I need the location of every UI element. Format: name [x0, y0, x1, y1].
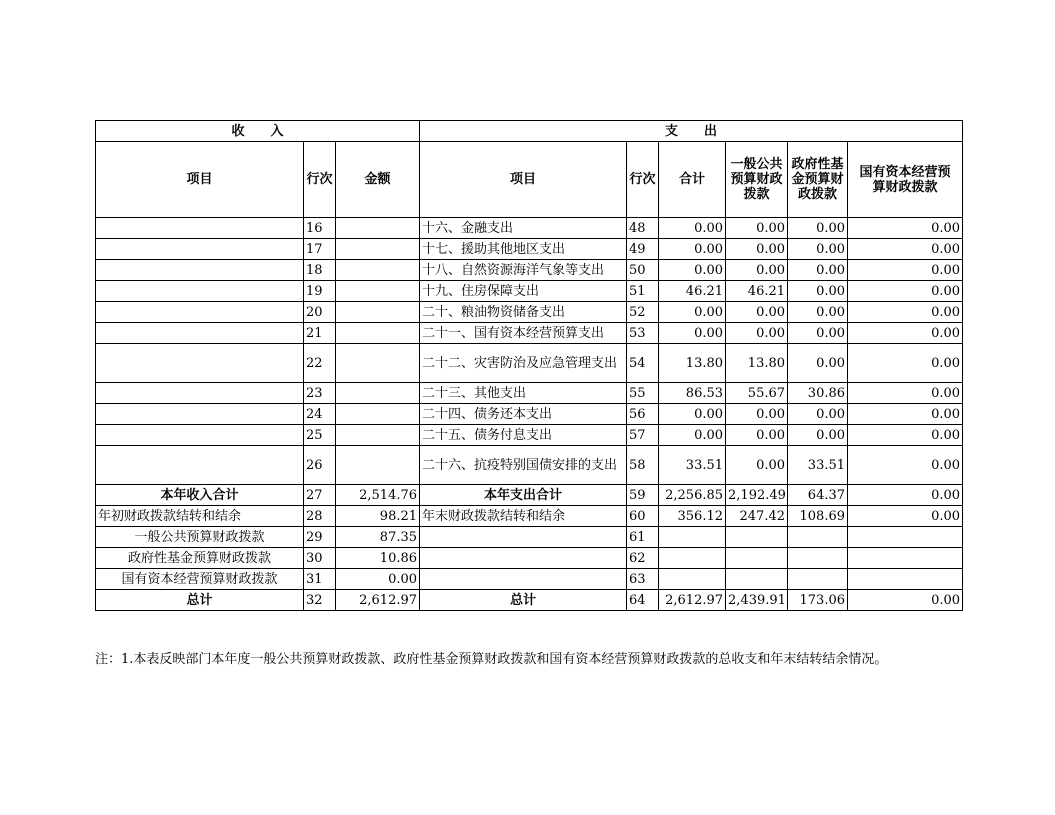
- state-capital-cell: 0.00: [848, 506, 963, 527]
- general-budget-cell: 13.80: [726, 344, 788, 383]
- expense-row-number: 60: [627, 506, 659, 527]
- state-capital-cell: 0.00: [848, 323, 963, 344]
- table-row: [96, 446, 963, 485]
- income-item-cell: 政府性基金预算财政拨款: [96, 548, 304, 569]
- expense-item-cell: 本年支出合计: [420, 485, 627, 506]
- income-row-number: 22: [304, 344, 336, 383]
- table-row: [96, 239, 963, 260]
- expense-row-number: 62: [627, 548, 659, 569]
- table-row: [96, 323, 963, 344]
- income-item-cell: 年初财政拨款结转和结余: [96, 506, 304, 527]
- table-row: [96, 404, 963, 425]
- general-budget-cell: [726, 569, 788, 590]
- fund-budget-cell: 64.37: [788, 485, 848, 506]
- income-row-number: 21: [304, 323, 336, 344]
- state-capital-cell: 0.00: [848, 344, 963, 383]
- income-row-number: 29: [304, 527, 336, 548]
- fund-budget-cell: [788, 527, 848, 548]
- general-budget-cell: 0.00: [726, 425, 788, 446]
- income-item-cell: [96, 344, 304, 383]
- income-row-header: 行次: [304, 142, 336, 218]
- expense-item-header: 项目: [420, 142, 627, 218]
- income-item-cell: 本年收入合计: [96, 485, 304, 506]
- income-item-cell: [96, 260, 304, 281]
- state-capital-header: 国有资本经营预算财政拨款: [848, 142, 963, 218]
- income-amount-cell: 10.86: [336, 548, 420, 569]
- state-capital-cell: 0.00: [848, 446, 963, 485]
- general-budget-cell: 0.00: [726, 302, 788, 323]
- income-item-cell: 总计: [96, 590, 304, 611]
- income-row-number: 18: [304, 260, 336, 281]
- income-item-cell: [96, 383, 304, 404]
- fund-budget-cell: 0.00: [788, 344, 848, 383]
- state-capital-cell: 0.00: [848, 218, 963, 239]
- income-amount-cell: 2,514.76: [336, 485, 420, 506]
- expense-row-number: 63: [627, 569, 659, 590]
- income-item-cell: 一般公共预算财政拨款: [96, 527, 304, 548]
- total-cell: 13.80: [659, 344, 726, 383]
- total-cell: 0.00: [659, 323, 726, 344]
- total-cell: 46.21: [659, 281, 726, 302]
- fund-budget-cell: 0.00: [788, 323, 848, 344]
- income-amount-cell: 98.21: [336, 506, 420, 527]
- income-item-header: 项目: [96, 142, 304, 218]
- total-cell: 356.12: [659, 506, 726, 527]
- income-amount-cell: [336, 281, 420, 302]
- table-row: [96, 527, 963, 548]
- table-row: [96, 485, 963, 506]
- income-row-number: 24: [304, 404, 336, 425]
- expense-row-number: 52: [627, 302, 659, 323]
- expense-row-number: 59: [627, 485, 659, 506]
- expense-item-cell: 二十三、其他支出: [420, 383, 627, 404]
- income-amount-cell: 0.00: [336, 569, 420, 590]
- income-row-number: 23: [304, 383, 336, 404]
- income-item-cell: [96, 425, 304, 446]
- total-cell: [659, 548, 726, 569]
- state-capital-cell: 0.00: [848, 425, 963, 446]
- expense-item-cell: 总计: [420, 590, 627, 611]
- income-row-number: 31: [304, 569, 336, 590]
- table-row: [96, 281, 963, 302]
- income-section-header: 收 入: [96, 121, 420, 142]
- general-budget-cell: 0.00: [726, 239, 788, 260]
- income-item-cell: [96, 446, 304, 485]
- general-budget-cell: 2,192.49: [726, 485, 788, 506]
- state-capital-cell: 0.00: [848, 239, 963, 260]
- expense-row-number: 49: [627, 239, 659, 260]
- income-item-cell: [96, 323, 304, 344]
- state-capital-cell: 0.00: [848, 260, 963, 281]
- table-row: [96, 260, 963, 281]
- general-budget-cell: 0.00: [726, 446, 788, 485]
- table-row: [96, 302, 963, 323]
- table-row: [96, 425, 963, 446]
- total-cell: 2,256.85: [659, 485, 726, 506]
- fund-budget-cell: 30.86: [788, 383, 848, 404]
- income-amount-header: 金额: [336, 142, 420, 218]
- total-cell: 0.00: [659, 404, 726, 425]
- expense-section-header: 支 出: [420, 121, 963, 142]
- expense-item-cell: 二十二、灾害防治及应急管理支出: [420, 344, 627, 383]
- table-row: [96, 590, 963, 611]
- fund-budget-cell: 0.00: [788, 218, 848, 239]
- expense-row-number: 56: [627, 404, 659, 425]
- income-amount-cell: [336, 323, 420, 344]
- footnote: 注：1.本表反映部门本年度一般公共预算财政拨款、政府性基金预算财政拨款和国有资本经营预算财政拨款的总收支和年末结转结余情况。: [95, 652, 888, 667]
- expense-item-cell: 二十五、债务付息支出: [420, 425, 627, 446]
- income-row-number: 27: [304, 485, 336, 506]
- income-amount-cell: [336, 218, 420, 239]
- income-row-number: 20: [304, 302, 336, 323]
- income-row-number: 28: [304, 506, 336, 527]
- income-amount-cell: 2,612.97: [336, 590, 420, 611]
- expense-item-cell: [420, 569, 627, 590]
- state-capital-cell: [848, 569, 963, 590]
- total-cell: 33.51: [659, 446, 726, 485]
- general-budget-cell: 247.42: [726, 506, 788, 527]
- expense-item-cell: [420, 527, 627, 548]
- expense-item-cell: [420, 548, 627, 569]
- general-budget-cell: 46.21: [726, 281, 788, 302]
- table-row: [96, 218, 963, 239]
- total-cell: 2,612.97: [659, 590, 726, 611]
- total-cell: 86.53: [659, 383, 726, 404]
- general-budget-cell: 55.67: [726, 383, 788, 404]
- income-item-cell: [96, 302, 304, 323]
- income-item-cell: [96, 281, 304, 302]
- fund-budget-cell: 0.00: [788, 404, 848, 425]
- income-amount-cell: [336, 404, 420, 425]
- fund-budget-cell: 0.00: [788, 239, 848, 260]
- expense-item-cell: 二十一、国有资本经营预算支出: [420, 323, 627, 344]
- state-capital-cell: 0.00: [848, 590, 963, 611]
- fiscal-appropriation-table: [95, 120, 963, 611]
- expense-item-cell: 十九、住房保障支出: [420, 281, 627, 302]
- income-row-number: 16: [304, 218, 336, 239]
- fund-budget-cell: 0.00: [788, 302, 848, 323]
- expense-row-number: 51: [627, 281, 659, 302]
- total-cell: 0.00: [659, 302, 726, 323]
- expense-row-number: 54: [627, 344, 659, 383]
- general-budget-cell: [726, 548, 788, 569]
- total-cell: 0.00: [659, 239, 726, 260]
- state-capital-cell: 0.00: [848, 281, 963, 302]
- general-budget-cell: 0.00: [726, 260, 788, 281]
- expense-row-number: 55: [627, 383, 659, 404]
- income-row-number: 25: [304, 425, 336, 446]
- fund-budget-cell: [788, 548, 848, 569]
- expense-row-number: 64: [627, 590, 659, 611]
- general-budget-cell: 0.00: [726, 323, 788, 344]
- fund-budget-cell: [788, 569, 848, 590]
- fund-budget-cell: 108.69: [788, 506, 848, 527]
- expense-item-cell: 二十、粮油物资储备支出: [420, 302, 627, 323]
- expense-row-number: 58: [627, 446, 659, 485]
- total-cell: [659, 569, 726, 590]
- income-item-cell: 国有资本经营预算财政拨款: [96, 569, 304, 590]
- expense-item-cell: 二十六、抗疫特别国债安排的支出: [420, 446, 627, 485]
- income-row-number: 17: [304, 239, 336, 260]
- income-amount-cell: [336, 425, 420, 446]
- general-budget-cell: 2,439.91: [726, 590, 788, 611]
- total-cell: 0.00: [659, 260, 726, 281]
- state-capital-cell: [848, 548, 963, 569]
- income-item-cell: [96, 404, 304, 425]
- state-capital-cell: 0.00: [848, 383, 963, 404]
- expense-item-cell: 年末财政拨款结转和结余: [420, 506, 627, 527]
- expense-row-header: 行次: [627, 142, 659, 218]
- fund-budget-cell: 33.51: [788, 446, 848, 485]
- fund-budget-cell: 0.00: [788, 281, 848, 302]
- income-amount-cell: [336, 260, 420, 281]
- expense-row-number: 57: [627, 425, 659, 446]
- general-budget-cell: [726, 527, 788, 548]
- income-amount-cell: [336, 344, 420, 383]
- table-row: [96, 506, 963, 527]
- state-capital-cell: 0.00: [848, 302, 963, 323]
- expense-row-number: 61: [627, 527, 659, 548]
- state-capital-cell: [848, 527, 963, 548]
- total-cell: [659, 527, 726, 548]
- general-budget-cell: 0.00: [726, 218, 788, 239]
- table-row: [96, 383, 963, 404]
- total-header: 合计: [659, 142, 726, 218]
- expense-row-number: 53: [627, 323, 659, 344]
- state-capital-cell: 0.00: [848, 485, 963, 506]
- income-amount-cell: [336, 239, 420, 260]
- expense-row-number: 48: [627, 218, 659, 239]
- fund-budget-cell: 173.06: [788, 590, 848, 611]
- income-item-cell: [96, 218, 304, 239]
- fund-budget-header: 政府性基金预算财政拨款: [788, 142, 848, 218]
- table-row: [96, 548, 963, 569]
- expense-item-cell: 十八、自然资源海洋气象等支出: [420, 260, 627, 281]
- income-amount-cell: 87.35: [336, 527, 420, 548]
- expense-item-cell: 二十四、债务还本支出: [420, 404, 627, 425]
- expense-item-cell: 十六、金融支出: [420, 218, 627, 239]
- income-row-number: 32: [304, 590, 336, 611]
- table-row: [96, 344, 963, 383]
- expense-item-cell: 十七、援助其他地区支出: [420, 239, 627, 260]
- income-amount-cell: [336, 302, 420, 323]
- general-budget-header: 一般公共预算财政拨款: [726, 142, 788, 218]
- income-amount-cell: [336, 383, 420, 404]
- income-item-cell: [96, 239, 304, 260]
- income-amount-cell: [336, 446, 420, 485]
- state-capital-cell: 0.00: [848, 404, 963, 425]
- total-cell: 0.00: [659, 218, 726, 239]
- total-cell: 0.00: [659, 425, 726, 446]
- income-row-number: 26: [304, 446, 336, 485]
- income-row-number: 19: [304, 281, 336, 302]
- fund-budget-cell: 0.00: [788, 425, 848, 446]
- table-row: [96, 569, 963, 590]
- fund-budget-cell: 0.00: [788, 260, 848, 281]
- general-budget-cell: 0.00: [726, 404, 788, 425]
- income-row-number: 30: [304, 548, 336, 569]
- expense-row-number: 50: [627, 260, 659, 281]
